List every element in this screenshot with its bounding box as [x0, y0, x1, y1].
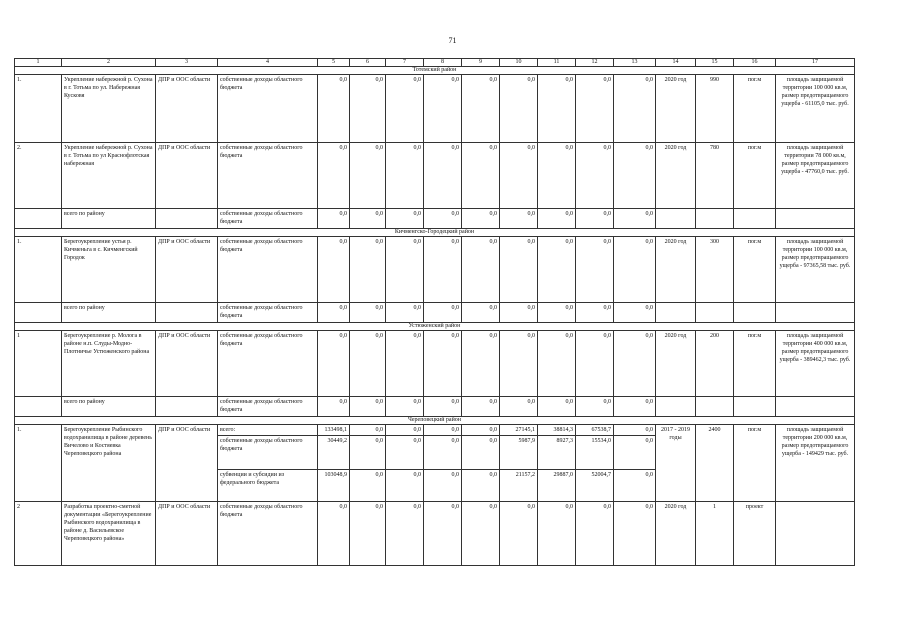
amount-cell: 0,0: [350, 209, 386, 229]
amount-cell: 8927,3: [538, 436, 576, 470]
region-title: Тотемский район: [15, 67, 855, 75]
amount-cell: 0,0: [462, 237, 500, 303]
table-row: [15, 237, 855, 303]
amount-cell: 0,0: [318, 303, 350, 323]
region-header-row: [15, 67, 855, 75]
amount-cell: 0,0: [386, 425, 424, 436]
funding-source: собственные доходы областного бюджета: [218, 502, 318, 566]
amount-cell: 0,0: [576, 75, 614, 143]
amount-cell: 0,0: [614, 143, 656, 209]
quantity-cell: 990: [696, 75, 734, 143]
amount-cell: 0,0: [614, 470, 656, 502]
amount-cell: 0,0: [462, 331, 500, 397]
quantity-cell: 2400: [696, 425, 734, 502]
amount-cell: 0,0: [424, 502, 462, 566]
unit-cell: пог.м: [734, 143, 776, 209]
funding-source: субвенции и субсидии из федерального бюджета: [218, 470, 318, 502]
col-num: 6: [350, 59, 386, 67]
amount-cell: 0,0: [500, 502, 538, 566]
amount-cell: 0,0: [424, 75, 462, 143]
measure-name: Берегоукрепление р. Молога в районе н.п. Слуды-Модно-Плотничье Устюженского района: [62, 331, 156, 397]
amount-cell: 0,0: [350, 303, 386, 323]
period-cell: 2020 год: [656, 331, 696, 397]
region-title: Череповецкий район: [15, 417, 855, 425]
result-note: площадь защищаемой территории 78 000 кв.м, размер предотвращаемого ущерба - 47760,0 тыс. руб.: [776, 143, 855, 209]
result-note: площадь защищаемой территории 100 000 кв.м, размер предотвращаемого ущерба - 61105,0 тыс. руб.: [776, 75, 855, 143]
row-number: 1.: [15, 237, 62, 303]
amount-cell: 0,0: [386, 397, 424, 417]
amount-cell: 0,0: [538, 75, 576, 143]
region-title: Устюженский район: [15, 323, 855, 331]
amount-cell: 0,0: [538, 237, 576, 303]
row-number: 1.: [15, 425, 62, 502]
amount-cell: 0,0: [500, 143, 538, 209]
amount-cell: 0,0: [462, 397, 500, 417]
amount-cell: 0,0: [538, 303, 576, 323]
amount-cell: 0,0: [386, 209, 424, 229]
amount-cell: 0,0: [424, 209, 462, 229]
amount-cell: 0,0: [386, 75, 424, 143]
col-num: 16: [734, 59, 776, 67]
row-number: 1.: [15, 75, 62, 143]
funding-source: собственные доходы областного бюджета: [218, 303, 318, 323]
period-cell: 2020 год: [656, 502, 696, 566]
measure-name: Разработка проектно-сметной документации «Берегоукрепление Рыбинского водохранилища в районе д. Васильевское Череповецкого района»: [62, 502, 156, 566]
amount-cell: 0,0: [386, 470, 424, 502]
row-number: 2.: [15, 143, 62, 209]
col-num: 13: [614, 59, 656, 67]
col-num: 17: [776, 59, 855, 67]
amount-cell: 0,0: [318, 237, 350, 303]
amount-cell: 0,0: [614, 425, 656, 436]
amount-cell: 0,0: [350, 502, 386, 566]
amount-cell: 0,0: [318, 209, 350, 229]
amount-cell: 0,0: [538, 397, 576, 417]
measure-name: Укрепление набережной р. Сухона в г. Тотьма по ул. Набережная Кусковя: [62, 75, 156, 143]
amount-cell: 0,0: [350, 237, 386, 303]
measure-name: Берегоукрепление Рыбинского водохранилища в районе деревень Вичелово и Костяевка Череповецкого района: [62, 425, 156, 502]
executor: ДПР и ООС области: [156, 75, 218, 143]
period-cell: 2020 год: [656, 75, 696, 143]
funding-source: собственные доходы областного бюджета: [218, 75, 318, 143]
measure-name: Укрепление набережной р. Сухона в г. Тотьма по ул Краснофлотская набережная: [62, 143, 156, 209]
unit-cell: пог.м: [734, 425, 776, 502]
amount-cell: 0,0: [424, 470, 462, 502]
amount-cell: 0,0: [576, 237, 614, 303]
region-header-row: [15, 229, 855, 237]
funding-source: собственные доходы областного бюджета: [218, 237, 318, 303]
amount-cell: 0,0: [576, 143, 614, 209]
col-num: 10: [500, 59, 538, 67]
funding-source: собственные доходы областного бюджета: [218, 143, 318, 209]
amount-cell: 0,0: [386, 143, 424, 209]
amount-cell: 0,0: [538, 143, 576, 209]
amount-cell: 0,0: [462, 436, 500, 470]
amount-cell: 0,0: [350, 397, 386, 417]
col-num: 1: [15, 59, 62, 67]
amount-cell: 0,0: [318, 75, 350, 143]
col-num: 4: [218, 59, 318, 67]
result-note: площадь защищаемой территории 200 000 кв.м, размер предотвращаемого ущерба - 149429 тыс. руб.: [776, 425, 855, 502]
result-note: площадь защищаемой территории 400 000 кв.м, размер предотвращаемого ущерба - 389462,3 тыс. руб.: [776, 331, 855, 397]
amount-cell: 0,0: [614, 75, 656, 143]
amount-cell: 0,0: [614, 331, 656, 397]
col-num: 9: [462, 59, 500, 67]
period-cell: 2017 - 2019 годы: [656, 425, 696, 502]
amount-cell: 0,0: [350, 425, 386, 436]
amount-cell: 0,0: [462, 425, 500, 436]
amount-cell: 133498,1: [318, 425, 350, 436]
region-header-row: [15, 417, 855, 425]
funding-source: собственные доходы областного бюджета: [218, 436, 318, 470]
amount-cell: 0,0: [500, 75, 538, 143]
amount-cell: 29887,0: [538, 470, 576, 502]
period-cell: 2020 год: [656, 143, 696, 209]
amount-cell: 0,0: [386, 331, 424, 397]
amount-cell: 0,0: [386, 502, 424, 566]
region-title: Кичменгско-Городецкий район: [15, 229, 855, 237]
period-cell: 2020 год: [656, 237, 696, 303]
district-total-label: всего по району: [62, 397, 156, 417]
row-number: 2: [15, 502, 62, 566]
funding-source: собственные доходы областного бюджета: [218, 209, 318, 229]
amount-cell: 0,0: [424, 425, 462, 436]
amount-cell: 0,0: [614, 397, 656, 417]
executor: ДПР и ООС области: [156, 331, 218, 397]
page-number: 71: [448, 36, 457, 45]
amount-cell: 0,0: [462, 209, 500, 229]
unit-cell: проект: [734, 502, 776, 566]
amount-cell: 0,0: [614, 303, 656, 323]
amount-cell: 103048,9: [318, 470, 350, 502]
col-num: 2: [62, 59, 156, 67]
table-row: [15, 331, 855, 397]
amount-cell: 27145,1: [500, 425, 538, 436]
amount-cell: 0,0: [538, 331, 576, 397]
amount-cell: 15534,0: [576, 436, 614, 470]
amount-cell: 0,0: [386, 303, 424, 323]
amount-cell: 0,0: [318, 502, 350, 566]
amount-cell: 0,0: [318, 397, 350, 417]
amount-cell: 0,0: [500, 209, 538, 229]
col-num: 11: [538, 59, 576, 67]
region-header-row: [15, 323, 855, 331]
amount-cell: 0,0: [386, 237, 424, 303]
amount-cell: 0,0: [424, 331, 462, 397]
district-total-label: всего по району: [62, 209, 156, 229]
executor: ДПР и ООС области: [156, 237, 218, 303]
amount-cell: 0,0: [318, 331, 350, 397]
measure-name: Берегоукрепление устья р. Кичменьга в с. Кичменгский Городок: [62, 237, 156, 303]
result-note: площадь защищаемой территории 100 000 кв.м, размер предотвращаемого ущерба - 97365,58 тыс. руб.: [776, 237, 855, 303]
amount-cell: 0,0: [350, 143, 386, 209]
amount-cell: 0,0: [462, 470, 500, 502]
amount-cell: 0,0: [424, 303, 462, 323]
col-num: 14: [656, 59, 696, 67]
col-num: 12: [576, 59, 614, 67]
executor: ДПР и ООС области: [156, 425, 218, 502]
district-total-row: [15, 303, 855, 323]
funding-source: собственные доходы областного бюджета: [218, 331, 318, 397]
quantity-cell: 300: [696, 237, 734, 303]
amount-cell: 0,0: [576, 303, 614, 323]
amount-cell: 0,0: [576, 331, 614, 397]
amount-cell: 0,0: [350, 75, 386, 143]
quantity-cell: 780: [696, 143, 734, 209]
unit-cell: пог.м: [734, 331, 776, 397]
col-num: 7: [386, 59, 424, 67]
amount-cell: 0,0: [500, 331, 538, 397]
table-row: [15, 502, 855, 566]
unit-cell: пог.м: [734, 237, 776, 303]
executor: ДПР и ООС области: [156, 502, 218, 566]
funding-source: собственные доходы областного бюджета: [218, 397, 318, 417]
table-row: [15, 75, 855, 143]
amount-cell: 0,0: [500, 303, 538, 323]
amount-cell: 0,0: [462, 143, 500, 209]
amount-cell: 0,0: [538, 209, 576, 229]
amount-cell: 0,0: [462, 502, 500, 566]
col-num: 3: [156, 59, 218, 67]
col-num: 15: [696, 59, 734, 67]
column-number-row: [15, 59, 855, 67]
program-table: [14, 58, 855, 566]
amount-cell: 0,0: [614, 237, 656, 303]
district-total-row: [15, 209, 855, 229]
amount-cell: 30449,2: [318, 436, 350, 470]
amount-cell: 0,0: [500, 397, 538, 417]
amount-cell: 0,0: [350, 331, 386, 397]
col-num: 5: [318, 59, 350, 67]
amount-cell: 0,0: [350, 436, 386, 470]
amount-cell: 0,0: [538, 502, 576, 566]
district-total-row: [15, 397, 855, 417]
amount-cell: 0,0: [462, 75, 500, 143]
amount-cell: 0,0: [614, 436, 656, 470]
amount-cell: 0,0: [424, 143, 462, 209]
table-row: [15, 143, 855, 209]
amount-cell: 0,0: [350, 470, 386, 502]
executor: ДПР и ООС области: [156, 143, 218, 209]
amount-cell: 38814,3: [538, 425, 576, 436]
amount-cell: 0,0: [424, 397, 462, 417]
amount-cell: 0,0: [386, 436, 424, 470]
amount-cell: 0,0: [462, 303, 500, 323]
amount-cell: 0,0: [576, 397, 614, 417]
amount-cell: 52004,7: [576, 470, 614, 502]
unit-cell: пог.м: [734, 75, 776, 143]
amount-cell: 0,0: [424, 436, 462, 470]
amount-cell: 0,0: [576, 502, 614, 566]
amount-cell: 0,0: [614, 502, 656, 566]
amount-cell: 67538,7: [576, 425, 614, 436]
amount-cell: 0,0: [424, 237, 462, 303]
amount-cell: 5987,9: [500, 436, 538, 470]
quantity-cell: 200: [696, 331, 734, 397]
amount-cell: 0,0: [318, 143, 350, 209]
district-total-label: всего по району: [62, 303, 156, 323]
row-number: 1: [15, 331, 62, 397]
amount-cell: 0,0: [500, 237, 538, 303]
funding-source: всего:: [218, 425, 318, 436]
quantity-cell: 1: [696, 502, 734, 566]
amount-cell: 21157,2: [500, 470, 538, 502]
amount-cell: 0,0: [576, 209, 614, 229]
col-num: 8: [424, 59, 462, 67]
amount-cell: 0,0: [614, 209, 656, 229]
table-row: [15, 425, 855, 436]
